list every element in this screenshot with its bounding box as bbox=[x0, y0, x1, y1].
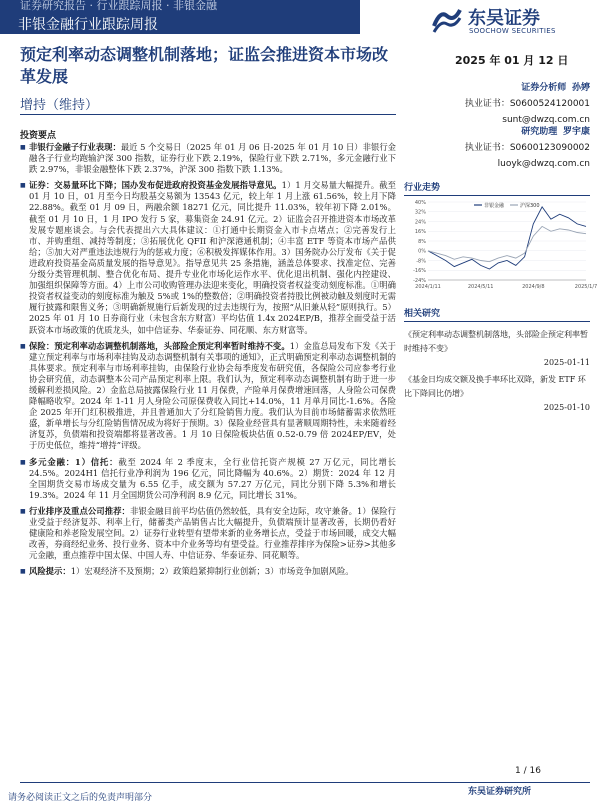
report-date: 2025 年 01 月 12 日 bbox=[455, 54, 569, 67]
paragraph-text: 1）宏观经济不及预期；2）政策趋紧抑制行业创新；3）市场竞争加剧风险。 bbox=[70, 566, 354, 577]
rating: 增持（维持） bbox=[20, 98, 99, 113]
related-title: 相关研究 bbox=[404, 306, 590, 322]
brand-name: 东吴证券 bbox=[468, 8, 540, 29]
industry-trend-chart bbox=[404, 196, 598, 292]
related-item[interactable]: 《基金日均成交额及换手率环比双降，新发 ETF 环比下降同比仍增》 bbox=[404, 375, 586, 398]
analyst-email[interactable]: luoyk@dwzq.com.cn bbox=[497, 159, 590, 169]
divider bbox=[20, 114, 396, 115]
paragraph-text: 1）1 月交易量大幅提升。截至 01 月 10 日，01 月至今日均股基交易额为 13543 亿元，较上年 1 月上涨 61.56%，较上月下降 22.88%。截至 01 月 09 日，两融余额 18271 亿元，同比提升 11.03%，较年初下降 2.01%。截至 01 月 10 日，1 月 IPO 发行 5 家，募集资金 24.91 亿元。2）证监会召开推进资本市场改革发展专题座谈会。与会代表提出六大具体建议：①打通中长期资金入市卡点堵点；②完善发行上市、并购重组、减持等制度；③拓展优化 QFII 和沪深港通机制；④丰富 ETF 等资本市场产品供给；⑤加大对严重违法违规行为的惩戒力度；⑥积极发挥媒体作用。3）国务院办公厅发布《关于促进政府投资基金高质量发展的指导意见》。指导意见共 25 条措施，涵盖总体要求、找准定位、完善分级分类管理机制、整合优化布局、提升专业化市场化运作水平、优化退出机制、强化内控建设、加强组织保障等方面。4）上市公司收购管理办法迎来变化，明确投资者权益变动刻度标准。①明确投资者权益变动的刻度标准为触及 5%或 1%的整数倍；②明确投资者持股比例被动触及刻度时无需履行披露和限售义务；③明确新规施行后新发现的过去违规行为，按照“从旧兼从轻”原则执行。5）2025 年 01 月 10 日券商行业（未包含东方财富）平均估值 1.4x 2024EP/B，推荐全面受益于活跃资本市场政策的优质龙头，如中信证券、华泰证券、同花顺、东方财富等。 bbox=[29, 180, 396, 335]
y-tick-label: -16% bbox=[413, 268, 426, 275]
related-date: 2025-01-10 bbox=[543, 403, 590, 412]
investment-points bbox=[20, 142, 396, 582]
y-tick-label: 0% bbox=[418, 248, 426, 255]
x-tick-label: 2024/1/11 bbox=[415, 284, 441, 290]
footer-institution: 东吴证券研究所 bbox=[468, 787, 532, 797]
analyst-role: 研究助理 bbox=[521, 127, 558, 137]
paragraph-lead: 证券：交易量环比下降；国办发布促进政府投资基金发展指导意见。 bbox=[29, 180, 282, 191]
license-number: S0600123090002 bbox=[509, 143, 590, 153]
paragraph-text: 最近 5 个交易日（2025 年 01 月 06 日-2025 年 01 月 10 日）非银行金融各子行业均跑输沪深 300 指数，证券行业下跌 2.19%，保险行业下跌 2.71%，多元金融行业下跌 2.97%，非银金融整体下跌 2.37%，沪深 300 指数下跌 1.13%。 bbox=[29, 142, 397, 175]
analyst-name: 罗宇康 bbox=[562, 127, 590, 137]
soochow-logo-icon bbox=[432, 6, 462, 34]
paragraph bbox=[20, 506, 396, 561]
series-line bbox=[428, 207, 586, 269]
y-tick-label: 8% bbox=[418, 238, 426, 245]
paragraph-lead: 保险：预定利率动态调整机制落地，头部险企预定利率暂时维持不变。 bbox=[29, 340, 290, 351]
y-tick-label: -8% bbox=[416, 258, 426, 265]
page-number: 1 / 16 bbox=[515, 766, 541, 776]
report-title: 预定利率动态调整机制落地；证监会推进资本市场改革发展 bbox=[20, 45, 389, 86]
brand-logo bbox=[432, 4, 582, 38]
analyst-email[interactable]: sunt@dwzq.com.cn bbox=[502, 115, 590, 125]
license-number: S0600524120001 bbox=[509, 99, 590, 109]
paragraph bbox=[20, 341, 396, 452]
disclaimer: 请务必阅读正文之后的免责声明部分 bbox=[8, 793, 153, 803]
analyst-role: 证券分析师 bbox=[521, 83, 567, 93]
analyst-name: 孙婷 bbox=[571, 83, 590, 93]
legend-label: 非银金融 bbox=[484, 203, 505, 209]
related-research bbox=[404, 306, 590, 412]
y-tick-label: 16% bbox=[414, 229, 426, 236]
paragraph-text: 1）金监总局发布下发《关于建立预定利率与市场利率挂钩及动态调整机制有关事项的通知》，正式明确预定利率动态调整机制的具体要求。预定利率与市场利率挂钩，由保险行业协会每季度发布研究值，各保险公司应参考行业协会研究值，动态调整本公司产品预定利率上限。我们认为，预定利率动态调整机制有助于进一步缓解利差损风险。2）金监总局披露保险行业 11 月保费，产险单月保费增速回落，人身险公司保费降幅略收窄。2024 年 1-11 月人身险公司原保费收入同比+14.0%，11 月单月同比-1.6%。各险企 2025 年开门红积极推进，并且普通加大了分红险销售力度。我们认为目前市场储蓄需求依然旺盛，新单增长与分红险销售情况成为将好于预期。3）保险业经营具有显著顺周期特性，未来随着经济复苏，负债端和投资端都将显著改善。1 月 10 日保险板块估值 0.52-0.79 倍 2024EP/EV，处于历史低位，维持“增持”评级。 bbox=[29, 340, 396, 451]
y-tick-label: 32% bbox=[414, 209, 426, 216]
related-item[interactable]: 《预定利率动态调整机制落地，头部险企预定利率暂时维持不变》 bbox=[404, 330, 588, 353]
paragraph-lead: 非银行金融子行业表现： bbox=[29, 142, 121, 152]
paragraph bbox=[20, 142, 396, 175]
analyst-1 bbox=[430, 82, 590, 127]
license-label: 执业证书： bbox=[464, 143, 510, 153]
chart-section bbox=[404, 180, 590, 196]
legend-label: 沪深300 bbox=[520, 203, 540, 209]
x-tick-label: 2024/5/11 bbox=[467, 284, 494, 290]
paragraph-lead: 风险提示： bbox=[29, 566, 71, 577]
paragraph-lead: 行业排序及重点公司推荐： bbox=[29, 505, 130, 516]
header-band bbox=[0, 0, 360, 34]
paragraph-text: 非银金融目前平均估值仍然较低，具有安全边际，攻守兼备。1）保险行业受益于经济复苏、利率上行，储蓄类产品销售占比大幅提升，负债端预计显著改善，长期仍看好健康险和养老险发展空间。2）证券行业转型有望带来新的业务增长点，受益于市场回暖，成交大幅改善，券商经纪业务、投行业务、资本中介业务等均有望受益。行业推荐排序为保险>证券>其他多元金融，重点推荐中国太保、中国人寿、中信证券、华泰证券、同花顺等。 bbox=[29, 505, 396, 561]
y-tick-label: 40% bbox=[414, 199, 426, 206]
paragraph bbox=[20, 457, 396, 501]
x-tick-label: 2024/9/8 bbox=[522, 284, 545, 290]
chart-title: 行业走势 bbox=[404, 180, 590, 196]
series-line bbox=[428, 226, 586, 261]
analyst-2 bbox=[430, 126, 590, 171]
paragraph bbox=[20, 566, 396, 577]
y-tick-label: -24% bbox=[413, 277, 426, 284]
related-date: 2025-01-11 bbox=[543, 358, 590, 367]
footer-divider bbox=[20, 782, 590, 783]
report-type: 证券研究报告 · 行业跟踪周报 · 非银金融 bbox=[20, 0, 217, 12]
paragraph bbox=[20, 180, 396, 335]
brand-name-en: SOOCHOW SECURITIES bbox=[469, 27, 556, 35]
paragraph-lead: 多元金融：1）信托： bbox=[29, 456, 119, 467]
y-tick-label: 24% bbox=[414, 219, 426, 226]
report-series: 非银金融行业跟踪周报 bbox=[18, 17, 158, 33]
investment-title: 投资要点 bbox=[20, 131, 57, 141]
license-label: 执业证书： bbox=[464, 99, 510, 109]
paragraph-text: 截至 2024 年 2 季度末，全行业信托资产规模 27 万亿元，同比增长 24.5%。2024H1 信托行业净利润为 196 亿元，同比降幅为 40.6%。2）期货：2024 年 12 月全国期货交易市场成交量为 6.55 亿手，成交额为 57.27 万亿元，同比分别下降 5.3%和增长 19.3%。2024 年 11 月全国期货公司净利润 8.9 亿元，同比增长 31%。 bbox=[29, 456, 396, 500]
x-tick-label: 2025/1/7 bbox=[574, 284, 598, 290]
